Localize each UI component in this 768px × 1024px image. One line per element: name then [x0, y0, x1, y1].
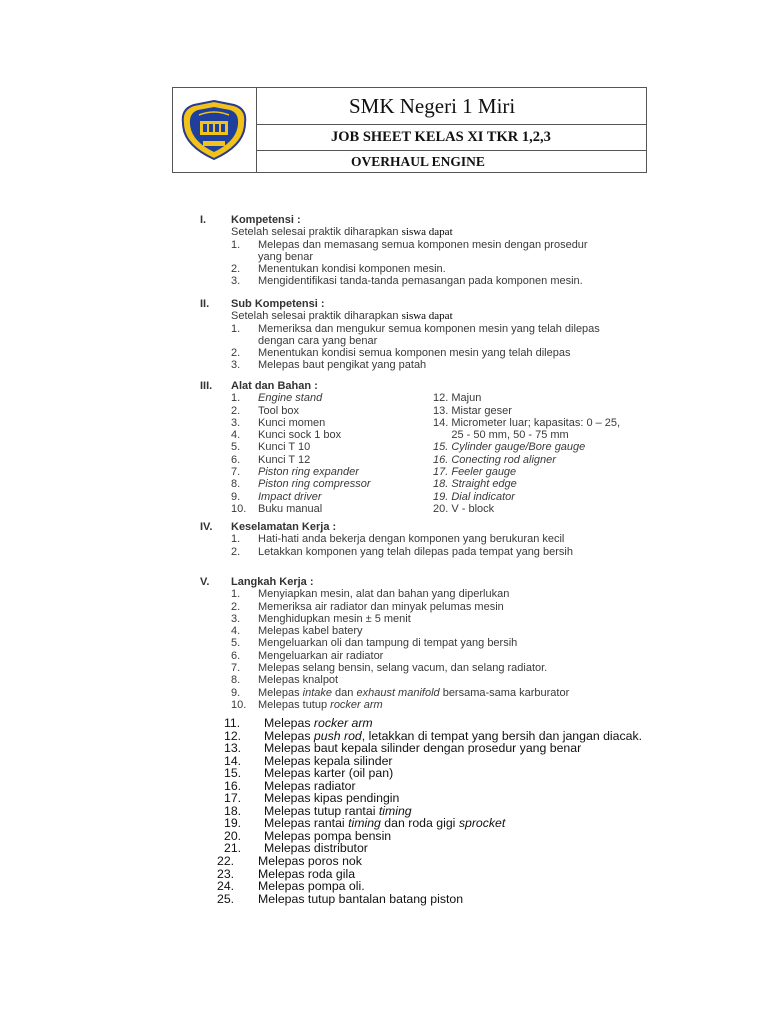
tool-name: Kunci momen: [258, 416, 326, 429]
step-text-part: Melepas distributor: [264, 841, 368, 855]
tool-name: Impact driver: [258, 490, 322, 503]
step-number: 20.: [224, 828, 242, 843]
section-kompetensi: [200, 214, 588, 288]
step-number: 5.: [231, 637, 241, 650]
section-title: IV. Keselamatan Kerja :: [200, 521, 337, 533]
step-text-part: push rod: [313, 728, 362, 743]
step-text-part: bersama-sama karburator: [439, 686, 570, 699]
tool-row: [200, 429, 569, 442]
tool-name: Piston ring expander: [258, 466, 359, 479]
step-text-part: Melepas knalpot: [258, 674, 339, 687]
step-text: [258, 637, 517, 649]
tool-name: 17. Feeler gauge: [433, 466, 517, 479]
step-number: 13.: [224, 741, 242, 755]
tool-row: [200, 478, 517, 491]
item-text: Hati-hati anda bekerja dengan komponen yang berukuran kecil: [258, 533, 565, 546]
handwritten-note: siswa dapat: [401, 226, 453, 239]
step-text-part: Melepas tutup: [258, 698, 331, 711]
tool-name: 25 - 50 mm, 50 - 75 mm: [433, 429, 569, 442]
step-item: [200, 699, 569, 711]
step-text-part: rocker arm: [330, 698, 383, 711]
step-number: 17.: [224, 791, 242, 805]
step-item: [224, 842, 642, 855]
step-text-part: sprocket: [458, 816, 506, 830]
item-text: Memeriksa dan mengukur semua komponen mesin yang telah dilepas: [258, 322, 600, 335]
step-item: [200, 687, 569, 699]
step-text-part: Melepas: [258, 686, 303, 699]
item-number: 1.: [231, 533, 241, 546]
item-number: 1.: [231, 238, 241, 251]
step-number: 21.: [224, 841, 242, 855]
step-item: [200, 662, 569, 674]
tool-name: 13. Mistar geser: [433, 404, 512, 417]
tool-row: [200, 441, 586, 454]
item-number: 5.: [231, 441, 241, 454]
section-intro: Setelah selesai praktik diharapkan siswa dapat: [231, 310, 453, 323]
step-text-part: Melepas karter (oil pan): [264, 766, 394, 780]
item-text: yang benar: [258, 250, 314, 263]
tool-name: 19. Dial indicator: [433, 490, 515, 503]
section-langkah-kerja: [200, 576, 569, 711]
step-text-part: dan roda gigi: [380, 816, 459, 830]
step-text-part: Melepas kipas pendingin: [264, 791, 400, 805]
section-keselamatan: [200, 521, 573, 558]
tool-row: [200, 466, 517, 479]
step-text: [258, 662, 547, 674]
item-number: 3.: [231, 359, 241, 372]
step-text-part: exhaust manifold: [356, 686, 440, 699]
item-number: 8.: [231, 478, 241, 491]
tool-name: Engine stand: [258, 392, 323, 405]
handwritten-note: siswa dapat: [401, 310, 453, 323]
item-number: 4.: [231, 429, 241, 442]
step-number: 14.: [224, 753, 242, 768]
step-text: [264, 842, 368, 855]
section-title: I. Kompetensi :: [200, 214, 301, 226]
item-text: Menentukan kondisi komponen mesin.: [258, 263, 446, 276]
tool-name: Kunci T 10: [258, 441, 311, 454]
step-text-part: Menyiapkan mesin, alat dan bahan yang diperlukan: [258, 588, 510, 601]
tool-row: [200, 404, 512, 417]
tool-name: 20. V - block: [433, 502, 495, 515]
tool-row: [200, 502, 495, 515]
step-text: [258, 650, 383, 662]
tool-row: [200, 453, 556, 466]
step-text-part: Melepas tutup rantai: [264, 803, 379, 818]
tool-name: 12. Majun: [433, 392, 482, 405]
step-item: [200, 674, 569, 686]
tool-name: Piston ring compressor: [258, 478, 371, 491]
logo-cell: [173, 88, 257, 172]
step-item: [200, 625, 569, 637]
item-number: 9.: [231, 490, 241, 503]
step-text: [258, 893, 463, 906]
item-number: 2.: [231, 404, 241, 417]
tool-row: [200, 416, 621, 429]
step-number: 7.: [231, 662, 241, 675]
step-text-part: Melepas selang bensin, selang vacum, dan selang radiator.: [258, 662, 548, 675]
step-text-part: Memeriksa air radiator dan minyak pelumas mesin: [258, 600, 504, 613]
step-text: [258, 601, 504, 613]
step-item: [200, 637, 569, 649]
step-number: 15.: [224, 766, 242, 780]
step-text: [258, 588, 509, 600]
list-item: [200, 251, 588, 263]
item-text: Melepas dan memasang semua komponen mesin dengan prosedur: [258, 238, 588, 251]
section-intro: Setelah selesai praktik diharapkan siswa dapat: [231, 226, 453, 239]
step-text-part: intake: [302, 686, 332, 699]
step-number: 23.: [217, 866, 235, 881]
item-number: 2.: [231, 545, 241, 558]
langkah-list-final: [217, 855, 463, 905]
job-sheet-title: JOB SHEET KELAS XI TKR 1,2,3: [257, 125, 646, 151]
section-sub-kompetensi: [200, 298, 600, 372]
step-number: 19.: [224, 816, 242, 830]
section-title: V. Langkah Kerja :: [200, 576, 314, 588]
step-text: [258, 613, 411, 625]
list-item: [200, 323, 600, 335]
step-number: 18.: [224, 803, 242, 818]
step-text-part: Melepas: [264, 716, 314, 730]
step-number: 12.: [224, 728, 242, 743]
step-text-part: Melepas radiator: [264, 778, 356, 793]
tool-name: 14. Micrometer luar; kapasitas: 0 – 25,: [433, 416, 621, 429]
school-logo-icon: [179, 99, 249, 161]
step-number: 9.: [231, 686, 241, 699]
tool-name: 16. Conecting rod aligner: [433, 453, 556, 466]
step-item: [200, 601, 569, 613]
item-text: Mengidentifikasi tanda-tanda pemasangan pada komponen mesin.: [258, 275, 583, 288]
item-number: 2.: [231, 347, 241, 360]
item-number: 3.: [231, 416, 241, 429]
item-number: 1.: [231, 392, 241, 405]
step-text: [258, 625, 363, 637]
step-number: 8.: [231, 674, 241, 687]
step-number: 4.: [231, 625, 241, 638]
step-item: [217, 893, 463, 906]
step-item: [200, 650, 569, 662]
item-number: 6.: [231, 453, 241, 466]
item-text: dengan cara yang benar: [258, 334, 378, 347]
item-text: Menentukan kondisi semua komponen mesin yang telah dilepas: [258, 347, 571, 360]
tool-name: 15. Cylinder gauge/Bore gauge: [433, 441, 586, 454]
langkah-list-continued: [224, 717, 642, 855]
item-text: Melepas baut pengikat yang patah: [258, 359, 427, 372]
step-number: 2.: [231, 600, 241, 613]
item-number: 3.: [231, 275, 241, 288]
step-text-part: Mengeluarkan air radiator: [258, 649, 384, 662]
list-item: [200, 533, 573, 545]
topic-title: OVERHAUL ENGINE: [351, 154, 485, 169]
step-number: 16.: [224, 778, 242, 793]
step-text-part: Melepas tutup bantalan batang piston: [258, 891, 464, 906]
item-number: 10.: [231, 502, 247, 515]
list-item: [200, 347, 600, 359]
step-text-part: timing: [348, 816, 381, 830]
step-text-part: timing: [378, 803, 412, 818]
list-item: [200, 239, 588, 251]
tool-name: Kunci sock 1 box: [258, 429, 342, 442]
step-text-part: dan: [332, 686, 357, 699]
step-text-part: Melepas pompa oli.: [258, 879, 365, 893]
tool-name: Tool box: [258, 404, 299, 417]
step-text-part: Melepas kepala silinder: [264, 753, 393, 768]
step-text-part: rocker arm: [313, 716, 373, 730]
step-text-part: Melepas pompa bensin: [264, 828, 392, 843]
section-title: III. Alat dan Bahan :: [200, 380, 318, 392]
step-text-part: Melepas: [264, 728, 314, 743]
step-item: [200, 613, 569, 625]
step-text-part: Melepas baut kepala silinder dengan prosedur yang benar: [264, 741, 582, 755]
step-number: 1.: [231, 588, 241, 601]
item-number: 1.: [231, 322, 241, 335]
step-text-part: , letakkan di tempat yang bersih dan jangan diacak.: [361, 728, 643, 743]
step-number: 25.: [217, 891, 235, 906]
step-text-part: Mengeluarkan oli dan tampung di tempat yang bersih: [258, 637, 518, 650]
step-number: 11.: [224, 716, 241, 730]
section-alat-bahan: [200, 380, 621, 515]
tool-name: Kunci T 12: [258, 453, 311, 466]
step-text: [258, 687, 569, 699]
step-number: 6.: [231, 649, 241, 662]
tool-row: [200, 490, 515, 503]
step-number: 10.: [231, 698, 247, 711]
section-title: II. Sub Kompetensi :: [200, 298, 325, 310]
step-number: 22.: [217, 854, 235, 868]
tool-name: Buku manual: [258, 502, 323, 515]
step-text-part: Menghidupkan mesin ± 5 menit: [258, 612, 411, 625]
list-item: [200, 275, 588, 287]
header-box: [172, 87, 647, 173]
list-item: [200, 335, 600, 347]
item-text: Letakkan komponen yang telah dilepas pada tempat yang bersih: [258, 545, 573, 558]
step-text: [258, 674, 338, 686]
step-number: 3.: [231, 612, 241, 625]
item-number: 7.: [231, 466, 241, 479]
step-text: [258, 699, 383, 711]
list-item: [200, 359, 600, 371]
step-number: 24.: [217, 879, 235, 893]
step-item: [200, 588, 569, 600]
list-item: [200, 546, 573, 558]
school-name: SMK Negeri 1 Miri: [257, 88, 646, 125]
tool-row: [200, 392, 482, 405]
item-number: 2.: [231, 263, 241, 276]
step-text-part: Melepas poros nok: [258, 854, 362, 868]
step-text-part: Melepas rantai: [264, 816, 349, 830]
step-text-part: Melepas roda gila: [258, 866, 356, 881]
tool-name: 18. Straight edge: [433, 478, 517, 491]
list-item: [200, 263, 588, 275]
step-text-part: Melepas kabel batery: [258, 625, 363, 638]
